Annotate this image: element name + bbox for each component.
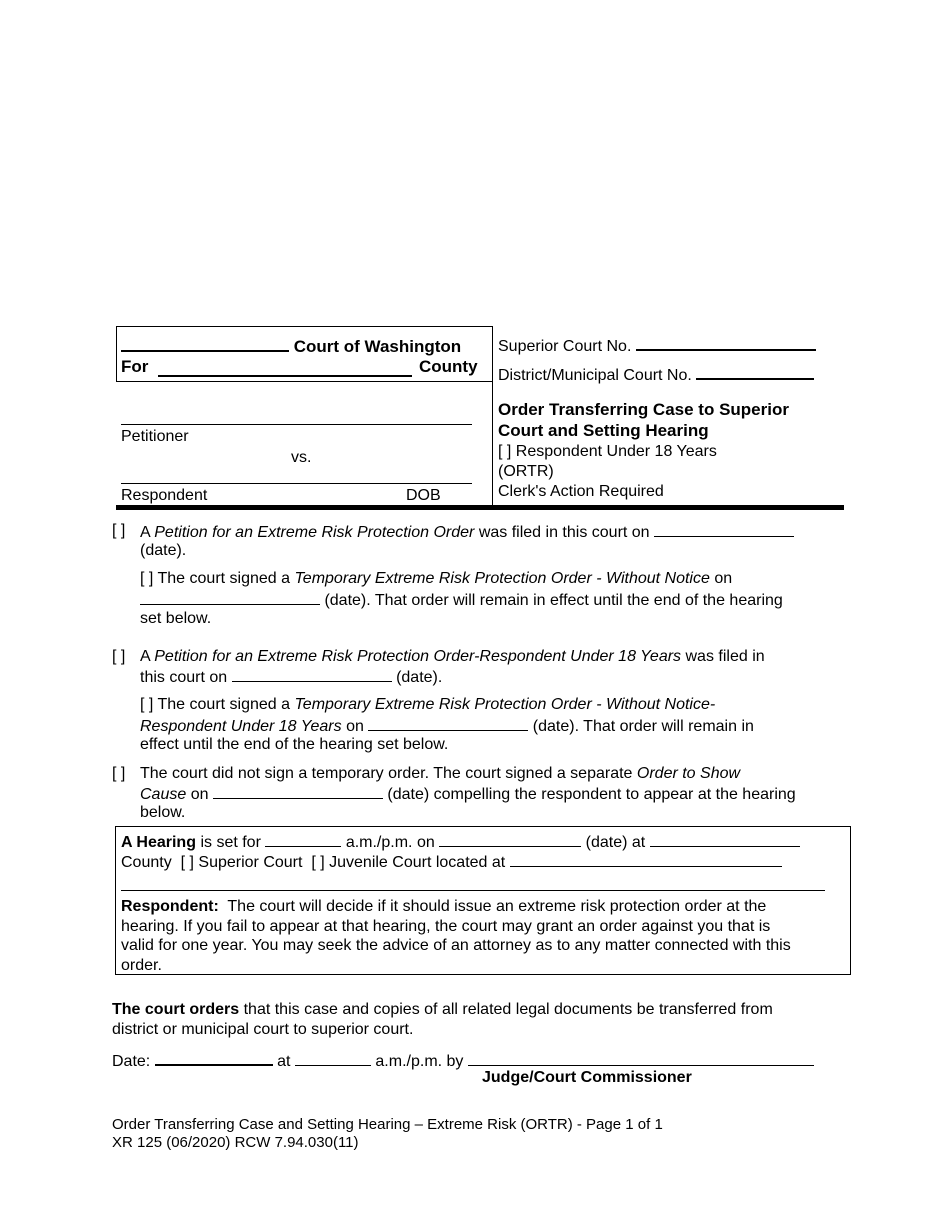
respondent-notice-line3: valid for one year. You may seek the advice of an attorney as to any matter connected with this (121, 937, 791, 954)
court-type-blank[interactable] (121, 335, 289, 352)
judge-signature-blank[interactable] (468, 1050, 814, 1066)
section2-line2 (140, 666, 442, 688)
document-title (498, 399, 789, 441)
signature-date-blank[interactable] (155, 1049, 273, 1066)
judge-commissioner-label: Judge/Court Commissioner (482, 1069, 692, 1086)
section2-sub-line2 (140, 715, 847, 737)
document-title-line2: Court and Setting Hearing (498, 421, 709, 440)
superior-court-checkbox[interactable]: [ ] (180, 854, 194, 871)
section3-line1 (140, 764, 850, 784)
section1-sub-order-title: Temporary Extreme Risk Protection Order - Without Notice (294, 570, 710, 587)
section2-sub-date-text: (date). That order will remain in (532, 718, 754, 735)
court-orders-text1: that this case and copies of all related legal documents be transferred from (243, 1001, 773, 1018)
section1-sub-on: on (714, 570, 733, 587)
respondent-notice-label: Respondent: (121, 898, 219, 915)
superior-court-no-label: Superior Court No. (498, 338, 632, 355)
court-of-washington-label: Court of Washington (293, 337, 462, 356)
district-court-no-line (498, 363, 814, 386)
section1-sub-line2 (140, 589, 847, 611)
section3-checkbox[interactable]: [ ] (112, 765, 126, 782)
document-title-line1: Order Transferring Case to Superior (498, 400, 789, 419)
for-label: For (121, 357, 149, 376)
section1-date-label: (date). (140, 542, 187, 559)
footer-title: Order Transferring Case and Setting Hearing – Extreme Risk (ORTR) - Page 1 of 1 (112, 1116, 663, 1133)
juvenile-court-label: Juvenile Court located at (329, 854, 506, 871)
section2-sub-checkbox[interactable]: [ ] (140, 696, 154, 713)
respondent-notice (121, 897, 848, 975)
respondent-label: Respondent (121, 487, 208, 504)
county-label: County (419, 357, 478, 376)
court-orders-line2: district or municipal court to superior court. (112, 1021, 414, 1038)
section2-sub-order-title1: Temporary Extreme Risk Protection Order - Without Notice- (294, 696, 716, 713)
caption-divider (492, 326, 493, 506)
petitioner-label: Petitioner (121, 428, 189, 445)
signature-ampm-by: a.m./p.m. by (375, 1053, 464, 1070)
court-orders-label: The court orders (112, 1001, 240, 1018)
hearing-location-blank[interactable] (510, 851, 782, 867)
hearing-line1 (121, 831, 846, 853)
respondent-notice-line4: order. (121, 956, 162, 974)
section2-a: A (140, 648, 150, 665)
petitioner-name-line[interactable] (121, 424, 472, 425)
section3-order-title2: Cause (140, 786, 187, 803)
vs-label: vs. (291, 449, 312, 466)
footer-form-number: XR 125 (06/2020) RCW 7.94.030(11) (112, 1134, 359, 1151)
under-18-option[interactable]: [ ] Respondent Under 18 Years (498, 443, 717, 460)
section2-this-court: this court on (140, 669, 228, 686)
section1-sub-checkbox[interactable]: [ ] (140, 570, 154, 587)
section1-a: A (140, 524, 150, 541)
hearing-county-blank[interactable] (650, 831, 800, 847)
section1-petition-title: Petition for an Extreme Risk Protection Order (154, 524, 475, 541)
section2-sub-order-title2: Respondent Under 18 Years (140, 718, 342, 735)
hearing-ampm-on: a.m./p.m. on (345, 834, 435, 851)
signature-at: at (277, 1053, 291, 1070)
section2-sub-on: on (346, 718, 364, 735)
signature-date-label: Date: (112, 1053, 151, 1070)
section3-on: on (190, 786, 209, 803)
juvenile-court-checkbox[interactable]: [ ] (311, 854, 325, 871)
section2-text (140, 647, 850, 667)
respondent-notice-text1: The court will decide if it should issue an extreme risk protection order at the (227, 898, 767, 915)
caption-bottom-rule (116, 505, 844, 510)
section1-sub-signed: The court signed a (157, 570, 291, 587)
court-orders-line1 (112, 1000, 847, 1020)
clerk-action-label: Clerk's Action Required (498, 483, 664, 500)
signature-time-blank[interactable] (295, 1050, 371, 1066)
section2-sub-signed: The court signed a (157, 696, 291, 713)
section1-sub-line1 (140, 569, 847, 589)
section1-sub-date-blank[interactable] (140, 589, 320, 605)
section1-checkbox[interactable]: [ ] (112, 522, 126, 539)
respondent-notice-line1 (121, 897, 848, 917)
superior-court-no-blank[interactable] (636, 334, 816, 351)
section2-date-label: (date). (396, 669, 443, 686)
section2-sub-effect: effect until the end of the hearing set below. (140, 736, 449, 753)
section1-sub-set-below: set below. (140, 610, 212, 627)
form-code: (ORTR) (498, 463, 554, 480)
section3-date-text: (date) compelling the respondent to appear at the hearing (387, 786, 796, 803)
section1-filed-text: was filed in this court on (478, 524, 650, 541)
hearing-time-blank[interactable] (265, 831, 341, 847)
section2-sub-date-blank[interactable] (368, 715, 528, 731)
county-name-blank[interactable] (158, 360, 412, 377)
superior-court-label: Superior Court (198, 854, 303, 871)
section2-petition-title: Petition for an Extreme Risk Protection Order-Respondent Under 18 Years (154, 648, 682, 665)
hearing-location-line2[interactable] (121, 890, 825, 891)
section1-sub-date-text: (date). That order will remain in effect until the end of the hearing (324, 592, 783, 609)
respondent-name-line[interactable] (121, 483, 472, 484)
section1-text (140, 521, 850, 543)
section3-text1: The court did not sign a temporary order. The court signed a separate (140, 765, 633, 782)
section3-order-title1: Order to Show (636, 765, 741, 782)
hearing-date-blank[interactable] (439, 831, 581, 847)
hearing-date-at: (date) at (585, 834, 646, 851)
section2-checkbox[interactable]: [ ] (112, 648, 126, 665)
district-court-no-label: District/Municipal Court No. (498, 367, 692, 384)
section3-line2 (140, 783, 850, 805)
dob-label: DOB (406, 487, 441, 504)
signature-line (112, 1049, 842, 1072)
hearing-label: A Hearing (121, 834, 196, 851)
section1-date-blank[interactable] (654, 521, 794, 537)
section3-below: below. (140, 804, 186, 821)
court-name-line (121, 335, 461, 357)
section2-filed-text: was filed in (685, 648, 765, 665)
district-court-no-blank[interactable] (696, 363, 814, 380)
section2-date-blank[interactable] (232, 666, 392, 682)
respondent-notice-line2: hearing. If you fail to appear at that hearing, the court may grant an order against you that is (121, 917, 771, 935)
section2-sub-line1 (140, 695, 847, 715)
hearing-set-for: is set for (200, 834, 261, 851)
section3-date-blank[interactable] (213, 783, 383, 799)
superior-court-no-line (498, 334, 816, 357)
hearing-line2 (121, 851, 846, 873)
hearing-county-label: County (121, 854, 172, 871)
